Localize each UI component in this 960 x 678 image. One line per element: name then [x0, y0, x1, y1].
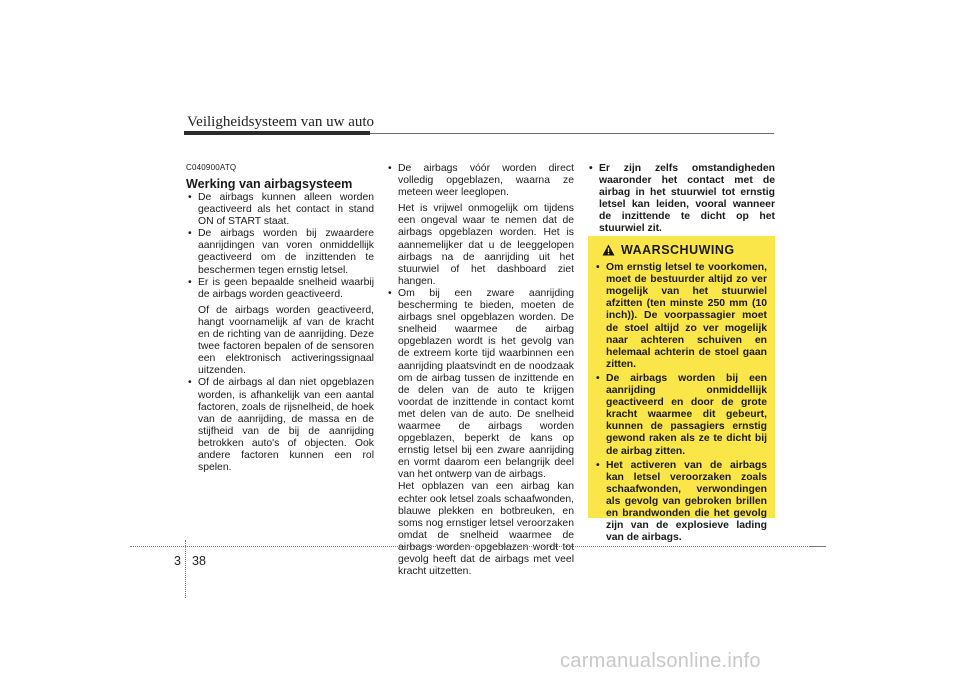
header-bar	[184, 131, 370, 135]
list-item: • De airbags worden bij zwaardere aanrijdingen van voren onmiddellijk geactiveerd om de inzittenden te beschermen tegen ernstig letsel.	[186, 228, 374, 276]
footer-divider	[130, 546, 826, 547]
list-item: • Er is geen bepaalde snelheid waarbij de airbags worden geactiveerd. Of de airbags worden geactiveerd, hangt voornamelijk af van de kracht en de richting van de aanrijding. Deze twee factoren bepalen of de sensoren een elektronisch activeringssignaal uitzenden.	[186, 277, 374, 378]
column-3	[587, 163, 775, 236]
list-item-paragraph: Of de airbags worden geactiveerd, hangt voornamelijk af van de kracht en de richting van de aanrijding. Deze twee factoren bepalen of de sensoren een elektronisch activeringssignaal uitzenden.	[198, 304, 374, 377]
section-code: C040900ATQ	[186, 163, 237, 172]
warning-header	[594, 244, 767, 256]
warning-box	[588, 236, 775, 544]
list-item: • Er zijn zelfs omstandigheden waaronder het contact met de airbag in het stuurwiel tot ernstig letsel kan leiden, vooral wanneer de inzittende te dicht op het stuurwiel zit.	[587, 163, 775, 236]
footer-separator	[185, 540, 186, 598]
list-item-paragraph: Het is vrijwel onmogelijk om tijdens een ongeval waar te nemen dat de airbags opgeblazen worden. Het is aannemelijker dat u de leeggelopen airbags na de aanrijding uit het stuurwiel of het dashboard ziet hangen.	[398, 203, 574, 287]
column-3-list	[587, 163, 775, 236]
warning-triangle-icon	[602, 244, 615, 256]
warning-title: WAARSCHUWING	[621, 243, 735, 257]
list-item: • De airbags kunnen alleen worden geactiveerd als het contact in stand ON of START staat.	[186, 192, 374, 228]
column-1	[186, 163, 374, 474]
watermark: carmanualsonline.info	[560, 650, 761, 672]
warning-item: • De airbags worden bij een aanrijding onmiddellijk geactiveerd en door de grote kracht waarmee dit gebeurt, kunnen de passagiers ernstig gewond raken als ze te dicht bij de airbag zitten.	[594, 373, 767, 458]
column-2	[386, 163, 574, 578]
page-number: 38	[192, 554, 206, 568]
header-rule	[370, 133, 774, 134]
list-item: • Of de airbags al dan niet opgeblazen worden, is afhankelijk van een aantal factoren, zoals de rijsnelheid, de hoek van de aanrijding, de massa en de stijfheid van de bij de aanrijding betrokken auto's of objecten. Ook andere factoren kunnen een rol spelen.	[186, 377, 374, 474]
list-item-paragraph: Het opblazen van een airbag kan echter ook letsel zoals schaafwonden, blauwe plekken en botbreuken, en soms nog ernstiger letsel veroorzaken omdat de snelheid waarmee de airbags worden opgeblazen wordt tot gevolg heeft dat de airbags met veel kracht uitzetten.	[398, 481, 574, 578]
section-heading: Werking van airbagsysteem	[186, 177, 353, 191]
list-item: • De airbags vóór worden direct volledig opgeblazen, waarna ze meteen weer leeglopen. Het is vrijwel onmogelijk om tijdens een ongeval waar te nemen dat de airbags opgeblazen worden. Het is aannemelijker dat u de leeggelopen airbags na de aanrijding uit het stuurwiel of het dashboard ziet hangen.	[386, 163, 574, 288]
section-number: 3	[174, 554, 181, 568]
column-2-list	[386, 163, 574, 578]
warning-item: • Om ernstig letsel te voorkomen, moet de bestuurder altijd zo ver mogelijk van het stuurwiel afzitten (ten minste 250 mm (10 inch)). De voorpassagier moet de stoel altijd zo ver mogelijk naar achteren schuiven en helemaal achterin de stoel gaan zitten.	[594, 262, 767, 371]
list-item: • Om bij een zware aanrijding bescherming te bieden, moeten de airbags snel opgeblazen worden. De snelheid waarmee de airbag opgeblazen wordt is het gevolg van de extreem korte tijd waarbinnen een aanrijding plaatsvindt en de noodzaak om de airbag tussen de inzittende en de delen van de auto te krijgen voordat de inzittende in contact komt met delen van de auto. De snelheid waarmee de airbags worden opgeblazen, beperkt de kans op ernstig letsel bij een zware aanrijding en vormt daarom een belangrijk deel van het ontwerp van de airbags. Het opblazen van een airbag kan echter ook letsel zoals schaafwonden, blauwe plekken en botbreuken, en soms nog ernstiger letsel veroorzaken omdat de snelheid waarmee de airbags worden opgeblazen wordt tot gevolg heeft dat de airbags met veel kracht uitzetten.	[386, 288, 574, 578]
footer-divider-end	[810, 546, 826, 547]
warning-item: • Het activeren van de airbags kan letsel veroorzaken zoals schaafwonden, verwondingen als gevolg van gebroken brillen en brandwonden die het gevolg zijn van de explosieve lading van de airbags.	[594, 460, 767, 545]
page-header-title: Veiligheidsysteem van uw auto	[187, 114, 375, 130]
column-1-list	[186, 192, 374, 474]
warning-list	[594, 262, 767, 544]
